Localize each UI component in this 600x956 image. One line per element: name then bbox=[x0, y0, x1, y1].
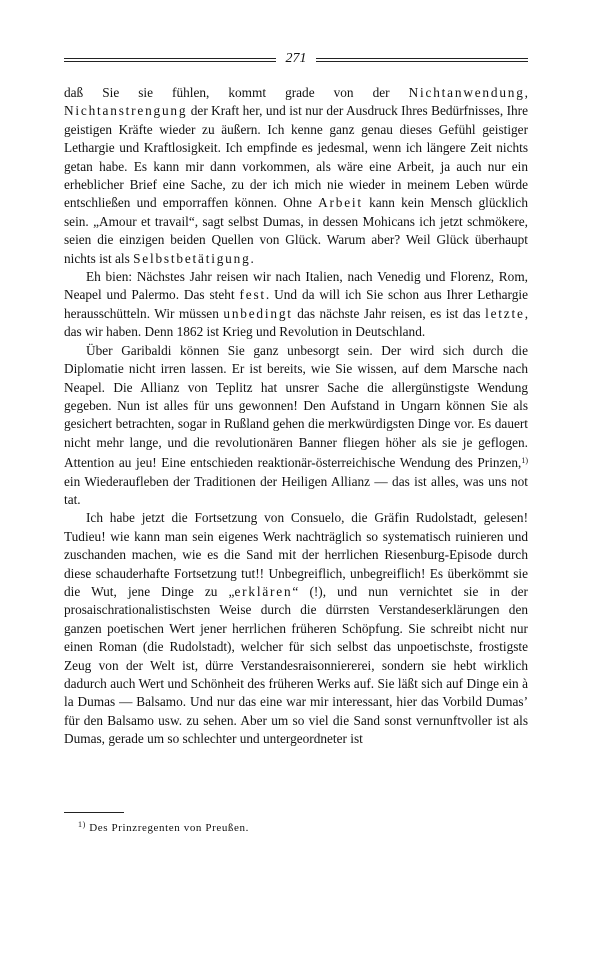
text-run: . Und da will ich Sie schon aus Ihrer Lethargie herausschütteln. Wir müssen bbox=[64, 287, 528, 321]
paragraph bbox=[64, 268, 528, 342]
emphasized-text: unbedingt bbox=[223, 305, 293, 321]
header-rule-right bbox=[316, 58, 528, 62]
emphasized-text: Arbeit bbox=[318, 195, 363, 211]
paragraph bbox=[64, 342, 528, 510]
emphasized-text: Selbstbetätigung bbox=[133, 250, 251, 266]
emphasized-text: erklären bbox=[234, 583, 293, 599]
text-run: ein Wiederaufleben der Traditionen der Heiligen Allianz — das ist alles, was uns not tat. bbox=[64, 473, 528, 507]
text-run: Über Garibaldi können Sie ganz unbesorgt sein. Der wird sich durch die Diplomatie nicht irren lassen. Er ist bereits, wie Sie wissen, auf dem Marsche nach Neapel. Die Allianz von Teplitz hat unsrer Sache die allergünstigste Wendung gegeben. Nun ist alles für uns gewonnen! Den Aufstand in Ungarn können Sie als gesichert betrachten, sogar in Rußland gehen die merkwürdigsten Dinge vor. Es dauert nicht mehr lange, und die revolutionären Banner fliegen höher als sie je geflogen. Attention au jeu! Eine entschieden reaktionär-österreichische Wendung des Prinzen, bbox=[64, 342, 528, 471]
footnote-reference: 1) bbox=[521, 456, 528, 466]
page-header bbox=[64, 50, 528, 70]
paragraph bbox=[64, 84, 528, 268]
page-number: 271 bbox=[285, 51, 307, 66]
text-run: . bbox=[250, 250, 254, 266]
footnote bbox=[78, 818, 528, 835]
emphasized-text: Nichtanstrengung bbox=[64, 103, 188, 119]
text-run: Eh bien: Nächstes Jahr reisen wir nach Italien, nach Venedig und Florenz, Rom, Neapel und Palermo. Das steht bbox=[64, 269, 528, 303]
footnote-marker: 1) bbox=[78, 820, 86, 829]
text-run: daß Sie sie fühlen, kommt grade von der bbox=[64, 85, 409, 100]
footnote-text: Des Prinzregenten von Preußen. bbox=[85, 822, 249, 834]
text-run: kann kein Mensch glücklich sein. „Amour et travail“, sagt selbst Dumas, in dessen Mohicans ich jetzt schmökere, seien die einzigen beiden Quellen von Glück. Warum aber? Weil Glück überhaupt nichts ist als bbox=[64, 195, 528, 266]
text-run: das nächste Jahr reisen, es ist das bbox=[292, 305, 486, 321]
footnote-rule bbox=[64, 812, 124, 813]
emphasized-text: Nichtanwendung bbox=[408, 85, 525, 100]
body-text bbox=[64, 84, 528, 749]
text-run: “ (!), und nun vernichtet sie in der prosaischrationalistischsten Weise durch die dürrsten Verstandeserklärungen den ganzen poetischen Wert jener herrlichen früheren Schöpfung. Sie schreibt nicht nur einen Roman (die Rudolstadt), welcher für sich selbst das unpoetischste, frostigste Zeug von der Welt ist, dürre Verstandesraisonniererei, sondern sie hebt wirklich dadurch auch Wert und Schönheit des früheren Werks auf. Sie läßt sich auf Dinge ein à la Dumas — Balsamo. Und nur das eine war mir interessant, hier das Vorbild Dumas’ für den Balsamo usw. zu sehen. Aber um so viel die Sand sonst vernunftvoller ist als Dumas, gerade um so schlechter und untergeordneter ist bbox=[64, 583, 528, 747]
text-run: der Kraft her, und ist nur der Ausdruck Ihres Bedürfnisses, Ihre geistigen Kräfte wieder zu äußern. Ich kenne ganz genau dieses Gefühl geistiger Lethargie und Kraftlosigkeit. Ich empfinde es jedesmal, wenn ich längere Zeit nichts getan habe. Es kann mir dann vorkommen, als wäre eine Arbeit, ja auch nur ein erheblicher Brief eine Sache, zu der ich mich nie wieder in meinem Leben würde entschließen und emporraffen können. Ohne bbox=[64, 103, 528, 211]
text-run: Ich habe jetzt die Fortsetzung von Consuelo, die Gräfin Rudolstadt, gelesen! Tudieu! wie kann man sein eigenes Werk nachträglich so systematisch ruinieren und zuschanden machen, wie es die Sand mit der herrlichen Riesenburg-Episode durch diese schauderhafte Fortsetzung tut!! Unbegreiflich, unbegreiflich! Es überkömmt sie die Wut, jene Dinge zu „ bbox=[64, 510, 528, 599]
emphasized-text: letzte bbox=[485, 305, 525, 321]
emphasized-text: fest bbox=[239, 287, 266, 303]
text-run: , das wir haben. Denn 1862 ist Krieg und Revolution in Deutschland. bbox=[64, 305, 529, 340]
text-run: , bbox=[524, 85, 528, 100]
paragraph bbox=[64, 509, 528, 748]
